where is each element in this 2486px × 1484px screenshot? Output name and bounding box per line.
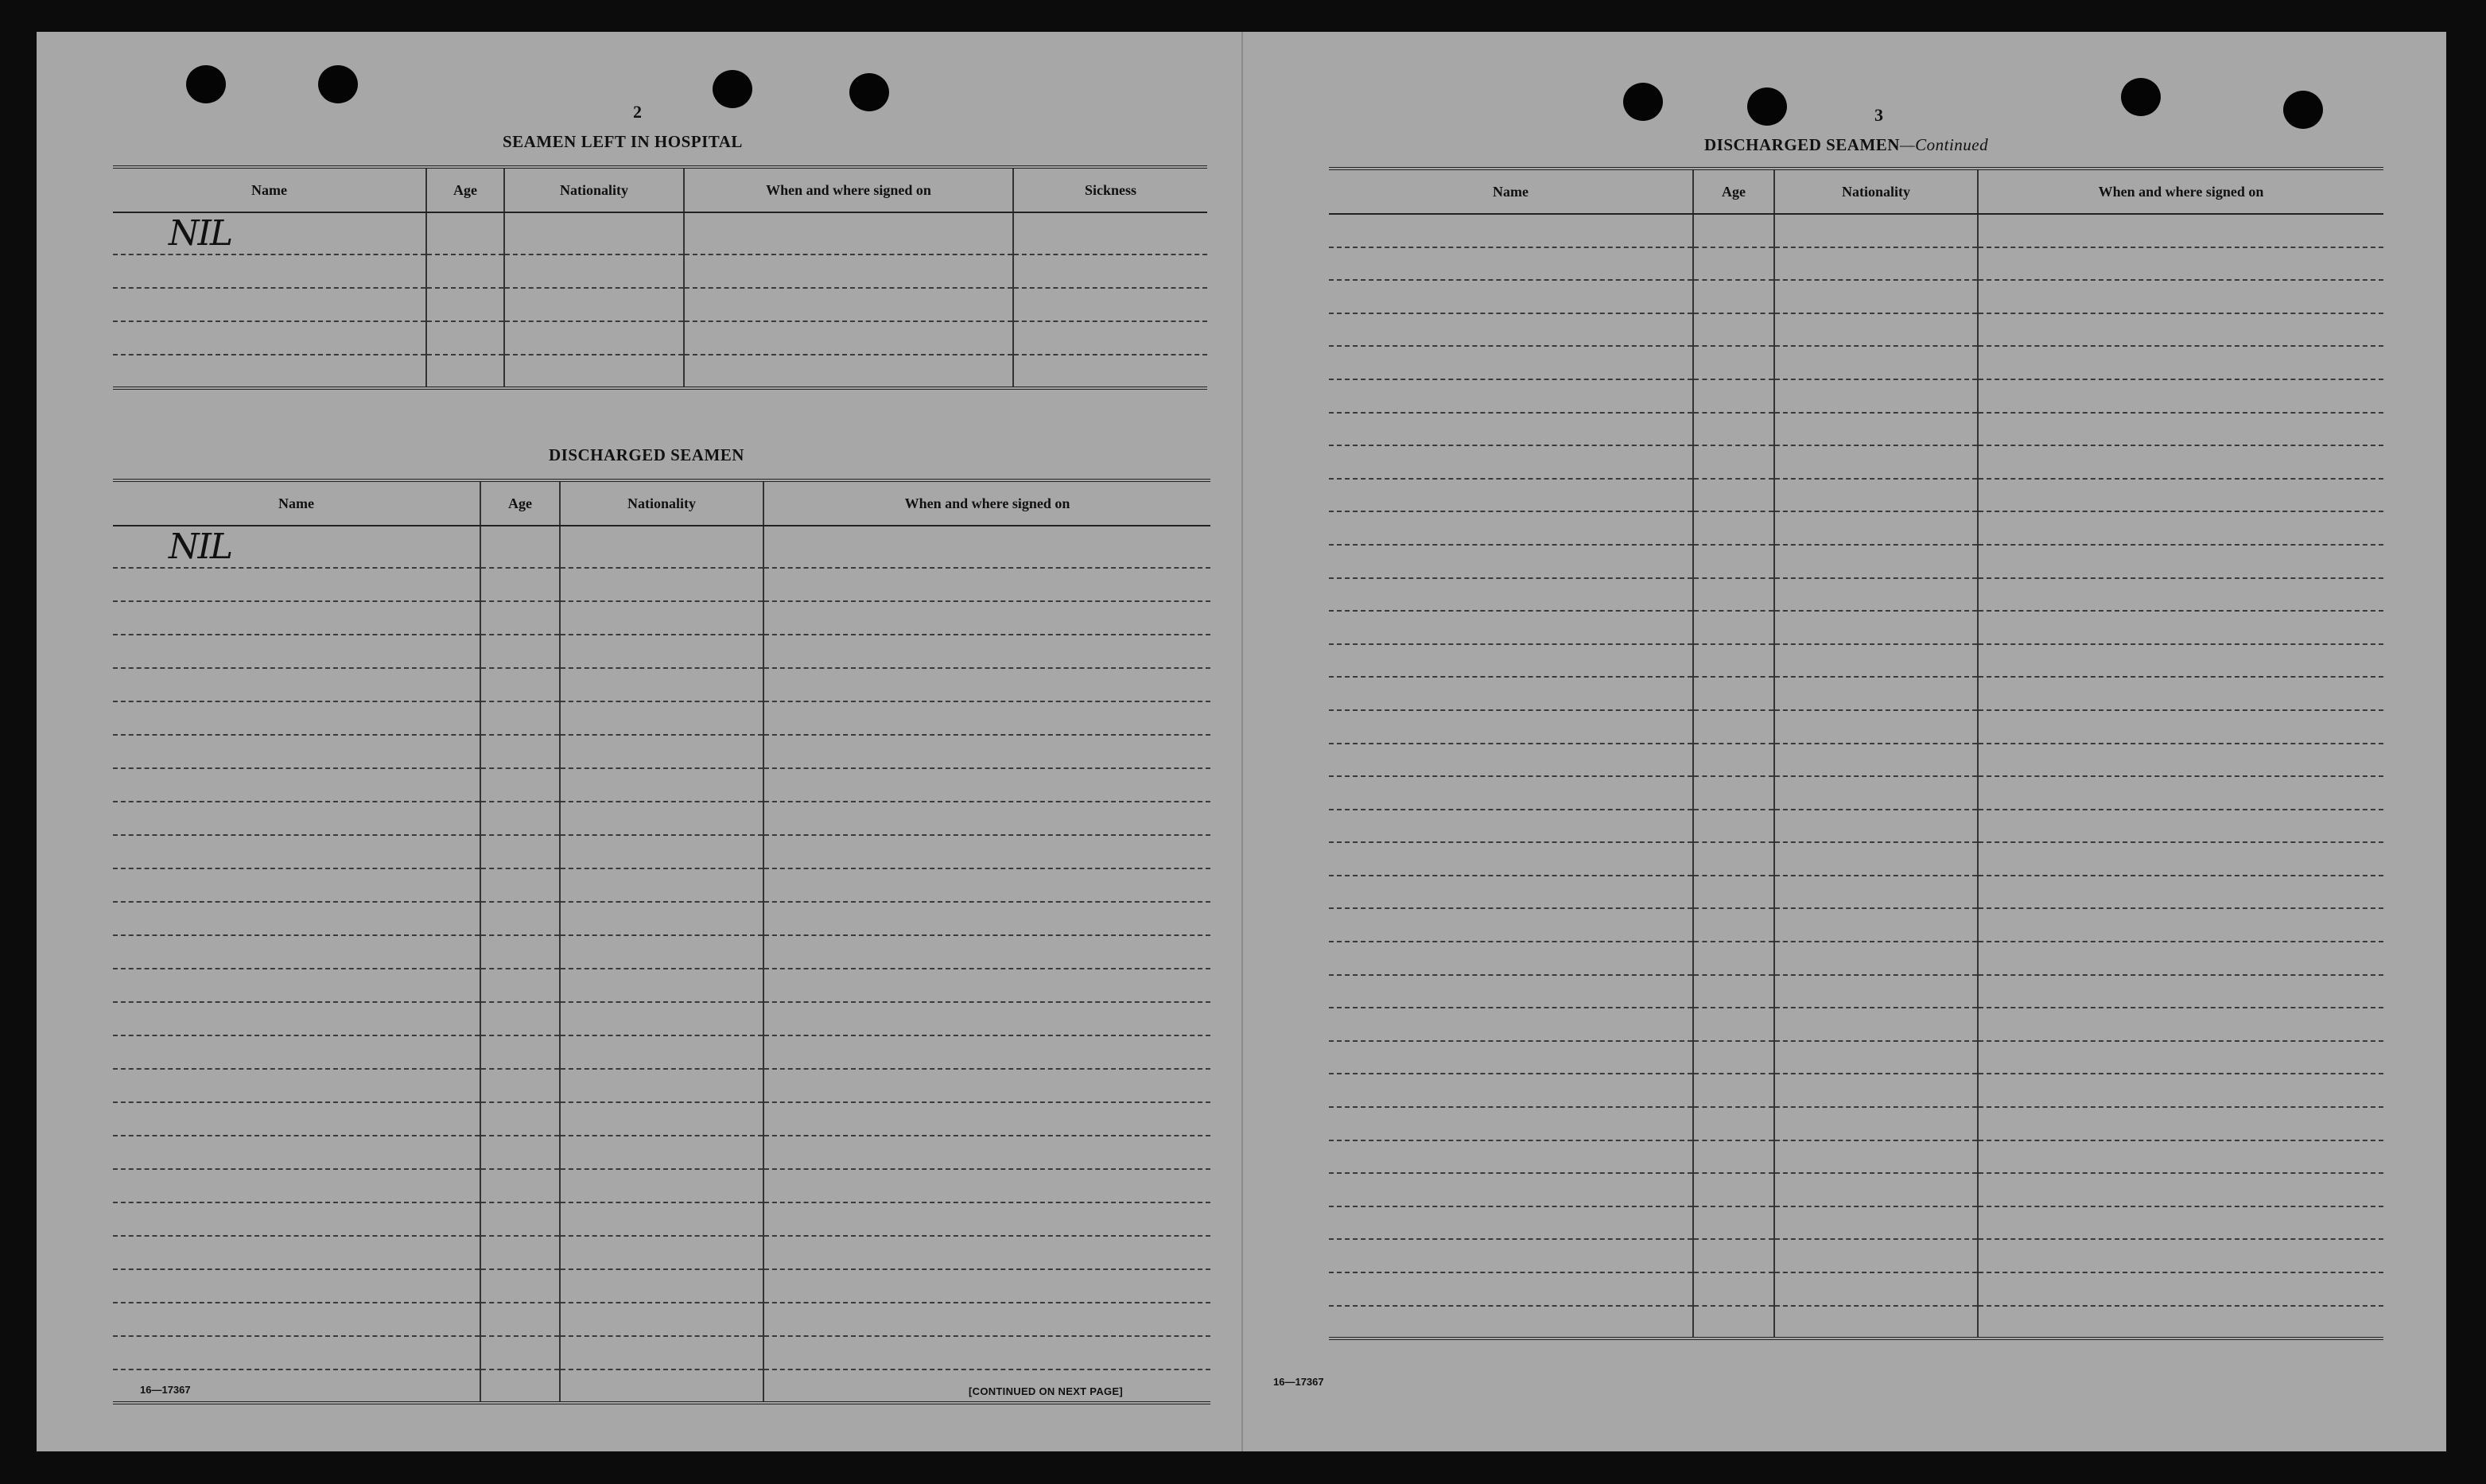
table-row [1329, 313, 2383, 347]
left-page [37, 32, 1241, 1451]
continued-note: [CONTINUED ON NEXT PAGE] [969, 1385, 1124, 1397]
column-header: Sickness [1013, 167, 1207, 212]
table-row [1329, 677, 2383, 710]
table-row [1329, 247, 2383, 281]
table-row [1329, 511, 2383, 545]
column-header: Nationality [1774, 169, 1978, 214]
table-row [113, 1336, 1210, 1369]
table-row [113, 321, 1207, 355]
table-row [1329, 346, 2383, 379]
column-header: When and where signed on [684, 167, 1013, 212]
table-row [113, 1102, 1210, 1136]
column-header: When and where signed on [1978, 169, 2383, 214]
punch-hole [318, 65, 358, 103]
punch-hole [1623, 83, 1663, 121]
hospital-header-row [113, 167, 1207, 212]
table-row [1329, 1239, 2383, 1272]
handwritten-entry: NIL [169, 213, 232, 254]
page-number: 2 [633, 102, 642, 122]
table-row [1329, 1173, 2383, 1206]
column-header: Age [480, 480, 560, 526]
table-row [113, 701, 1210, 735]
table-row [1329, 1008, 2383, 1041]
table-row [113, 1002, 1210, 1035]
table-row [113, 668, 1210, 701]
discharged-continued-table [1329, 167, 2383, 1340]
page-number: 3 [1874, 105, 1883, 125]
table-row [1329, 280, 2383, 313]
table-row [1329, 975, 2383, 1008]
form-number: 16—17367 [140, 1384, 191, 1396]
table-row [1329, 1074, 2383, 1107]
discharged-continued-title [1704, 135, 1988, 155]
column-header: Nationality [504, 167, 684, 212]
table-row [1329, 776, 2383, 810]
table-row [1329, 445, 2383, 479]
table-row [1329, 379, 2383, 413]
title-continued: —Continued [1899, 135, 1989, 154]
table-row [113, 288, 1207, 321]
column-header: Age [426, 167, 504, 212]
table-row [113, 802, 1210, 835]
punch-hole [186, 65, 226, 103]
table-row [113, 902, 1210, 935]
table-row [1329, 744, 2383, 777]
column-header: When and where signed on [763, 480, 1210, 526]
punch-hole [849, 73, 889, 111]
hospital-table [113, 165, 1207, 390]
table-row [113, 568, 1210, 601]
table-row [113, 355, 1207, 388]
table-row [113, 254, 1207, 288]
title-main: DISCHARGED SEAMEN [1704, 135, 1900, 154]
table-row [113, 868, 1210, 902]
punch-hole [2121, 78, 2161, 116]
table-row [113, 1136, 1210, 1169]
table-row [113, 768, 1210, 802]
table-row [1329, 1041, 2383, 1074]
table-row [1329, 876, 2383, 909]
punch-hole [2283, 91, 2323, 129]
table-row [1329, 1140, 2383, 1174]
table-row [1329, 942, 2383, 975]
table-row [1329, 545, 2383, 578]
handwritten-entry: NIL [169, 526, 232, 567]
table-row [113, 1303, 1210, 1336]
table-row [1329, 479, 2383, 512]
discharged-continued-header-row [1329, 169, 2383, 214]
table-row [1329, 214, 2383, 247]
table-row [113, 635, 1210, 668]
table-row [1329, 810, 2383, 843]
table-row [1329, 1206, 2383, 1240]
table-row [113, 212, 1207, 254]
right-page [1241, 32, 2448, 1451]
column-header: Name [113, 480, 480, 526]
table-row [1329, 710, 2383, 744]
table-row [1329, 908, 2383, 942]
table-row [1329, 1272, 2383, 1306]
table-row [1329, 413, 2383, 446]
document-sheet [37, 32, 2446, 1451]
table-row [113, 1035, 1210, 1069]
table-row [113, 1069, 1210, 1102]
column-header: Age [1693, 169, 1774, 214]
table-row [113, 969, 1210, 1002]
table-row [113, 835, 1210, 868]
table-row [113, 526, 1210, 568]
hospital-section-title: SEAMEN LEFT IN HOSPITAL [503, 132, 743, 151]
table-row [113, 1169, 1210, 1202]
punch-hole [1747, 87, 1787, 126]
table-row [1329, 842, 2383, 876]
form-number: 16—17367 [1273, 1376, 1324, 1388]
discharged-section-title: DISCHARGED SEAMEN [549, 445, 744, 464]
table-row [1329, 644, 2383, 678]
table-row [113, 735, 1210, 768]
column-header: Name [113, 167, 426, 212]
column-header: Name [1329, 169, 1693, 214]
table-row [1329, 578, 2383, 612]
table-row [113, 935, 1210, 969]
table-row [113, 1269, 1210, 1303]
discharged-header-row [113, 480, 1210, 526]
table-row [1329, 1107, 2383, 1140]
punch-hole [713, 70, 752, 108]
discharged-table [113, 479, 1210, 1404]
column-header: Nationality [560, 480, 763, 526]
table-row [1329, 1306, 2383, 1339]
table-row [1329, 611, 2383, 644]
table-row [113, 1202, 1210, 1236]
table-row [113, 601, 1210, 635]
table-row [113, 1236, 1210, 1269]
